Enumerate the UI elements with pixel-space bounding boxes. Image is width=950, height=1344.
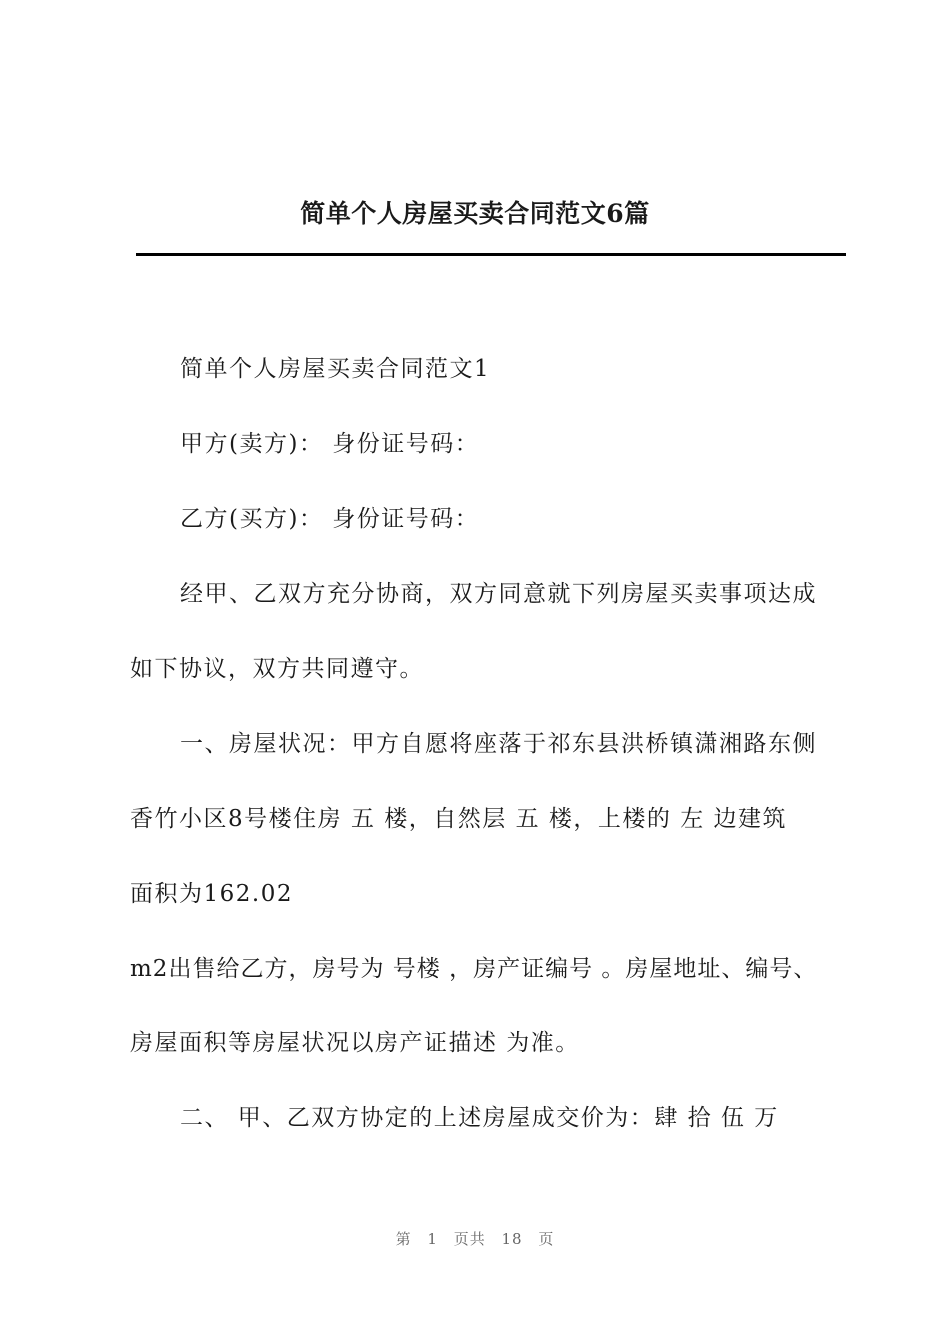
paragraph-line: 如下协议，双方共同遵守。 xyxy=(130,656,424,682)
paragraph-line: 房屋面积等房屋状况以房产证描述 为准。 xyxy=(130,1030,580,1056)
party-a-line: 甲方(卖方)： 身份证号码： xyxy=(180,431,480,457)
paragraph-line: 二、 甲、乙双方协定的上述房屋成交价为：肆 拾 伍 万 xyxy=(180,1105,779,1131)
section-heading: 简单个人房屋买卖合同范文1 xyxy=(180,356,491,382)
paragraph-line: m2出售给乙方，房号为 号楼 ，房产证编号 。房屋地址、编号、 xyxy=(130,956,818,982)
document-title: 简单个人房屋买卖合同范文6篇 xyxy=(300,199,650,228)
paragraph-line: 一、房屋状况：甲方自愿将座落于祁东县洪桥镇潇湘路东侧 xyxy=(180,731,817,757)
paragraph-line: 面积为162.02 xyxy=(130,881,293,907)
paragraph-line: 经甲、乙双方充分协商，双方同意就下列房屋买卖事项达成 xyxy=(180,581,817,607)
party-b-line: 乙方(买方)： 身份证号码： xyxy=(180,506,480,532)
page-footer: 第 1 页共 18 页 xyxy=(395,1230,555,1248)
title-divider xyxy=(136,253,846,256)
paragraph-line: 香竹小区8号楼住房 五 楼，自然层 五 楼，上楼的 左 边建筑 xyxy=(130,806,787,832)
